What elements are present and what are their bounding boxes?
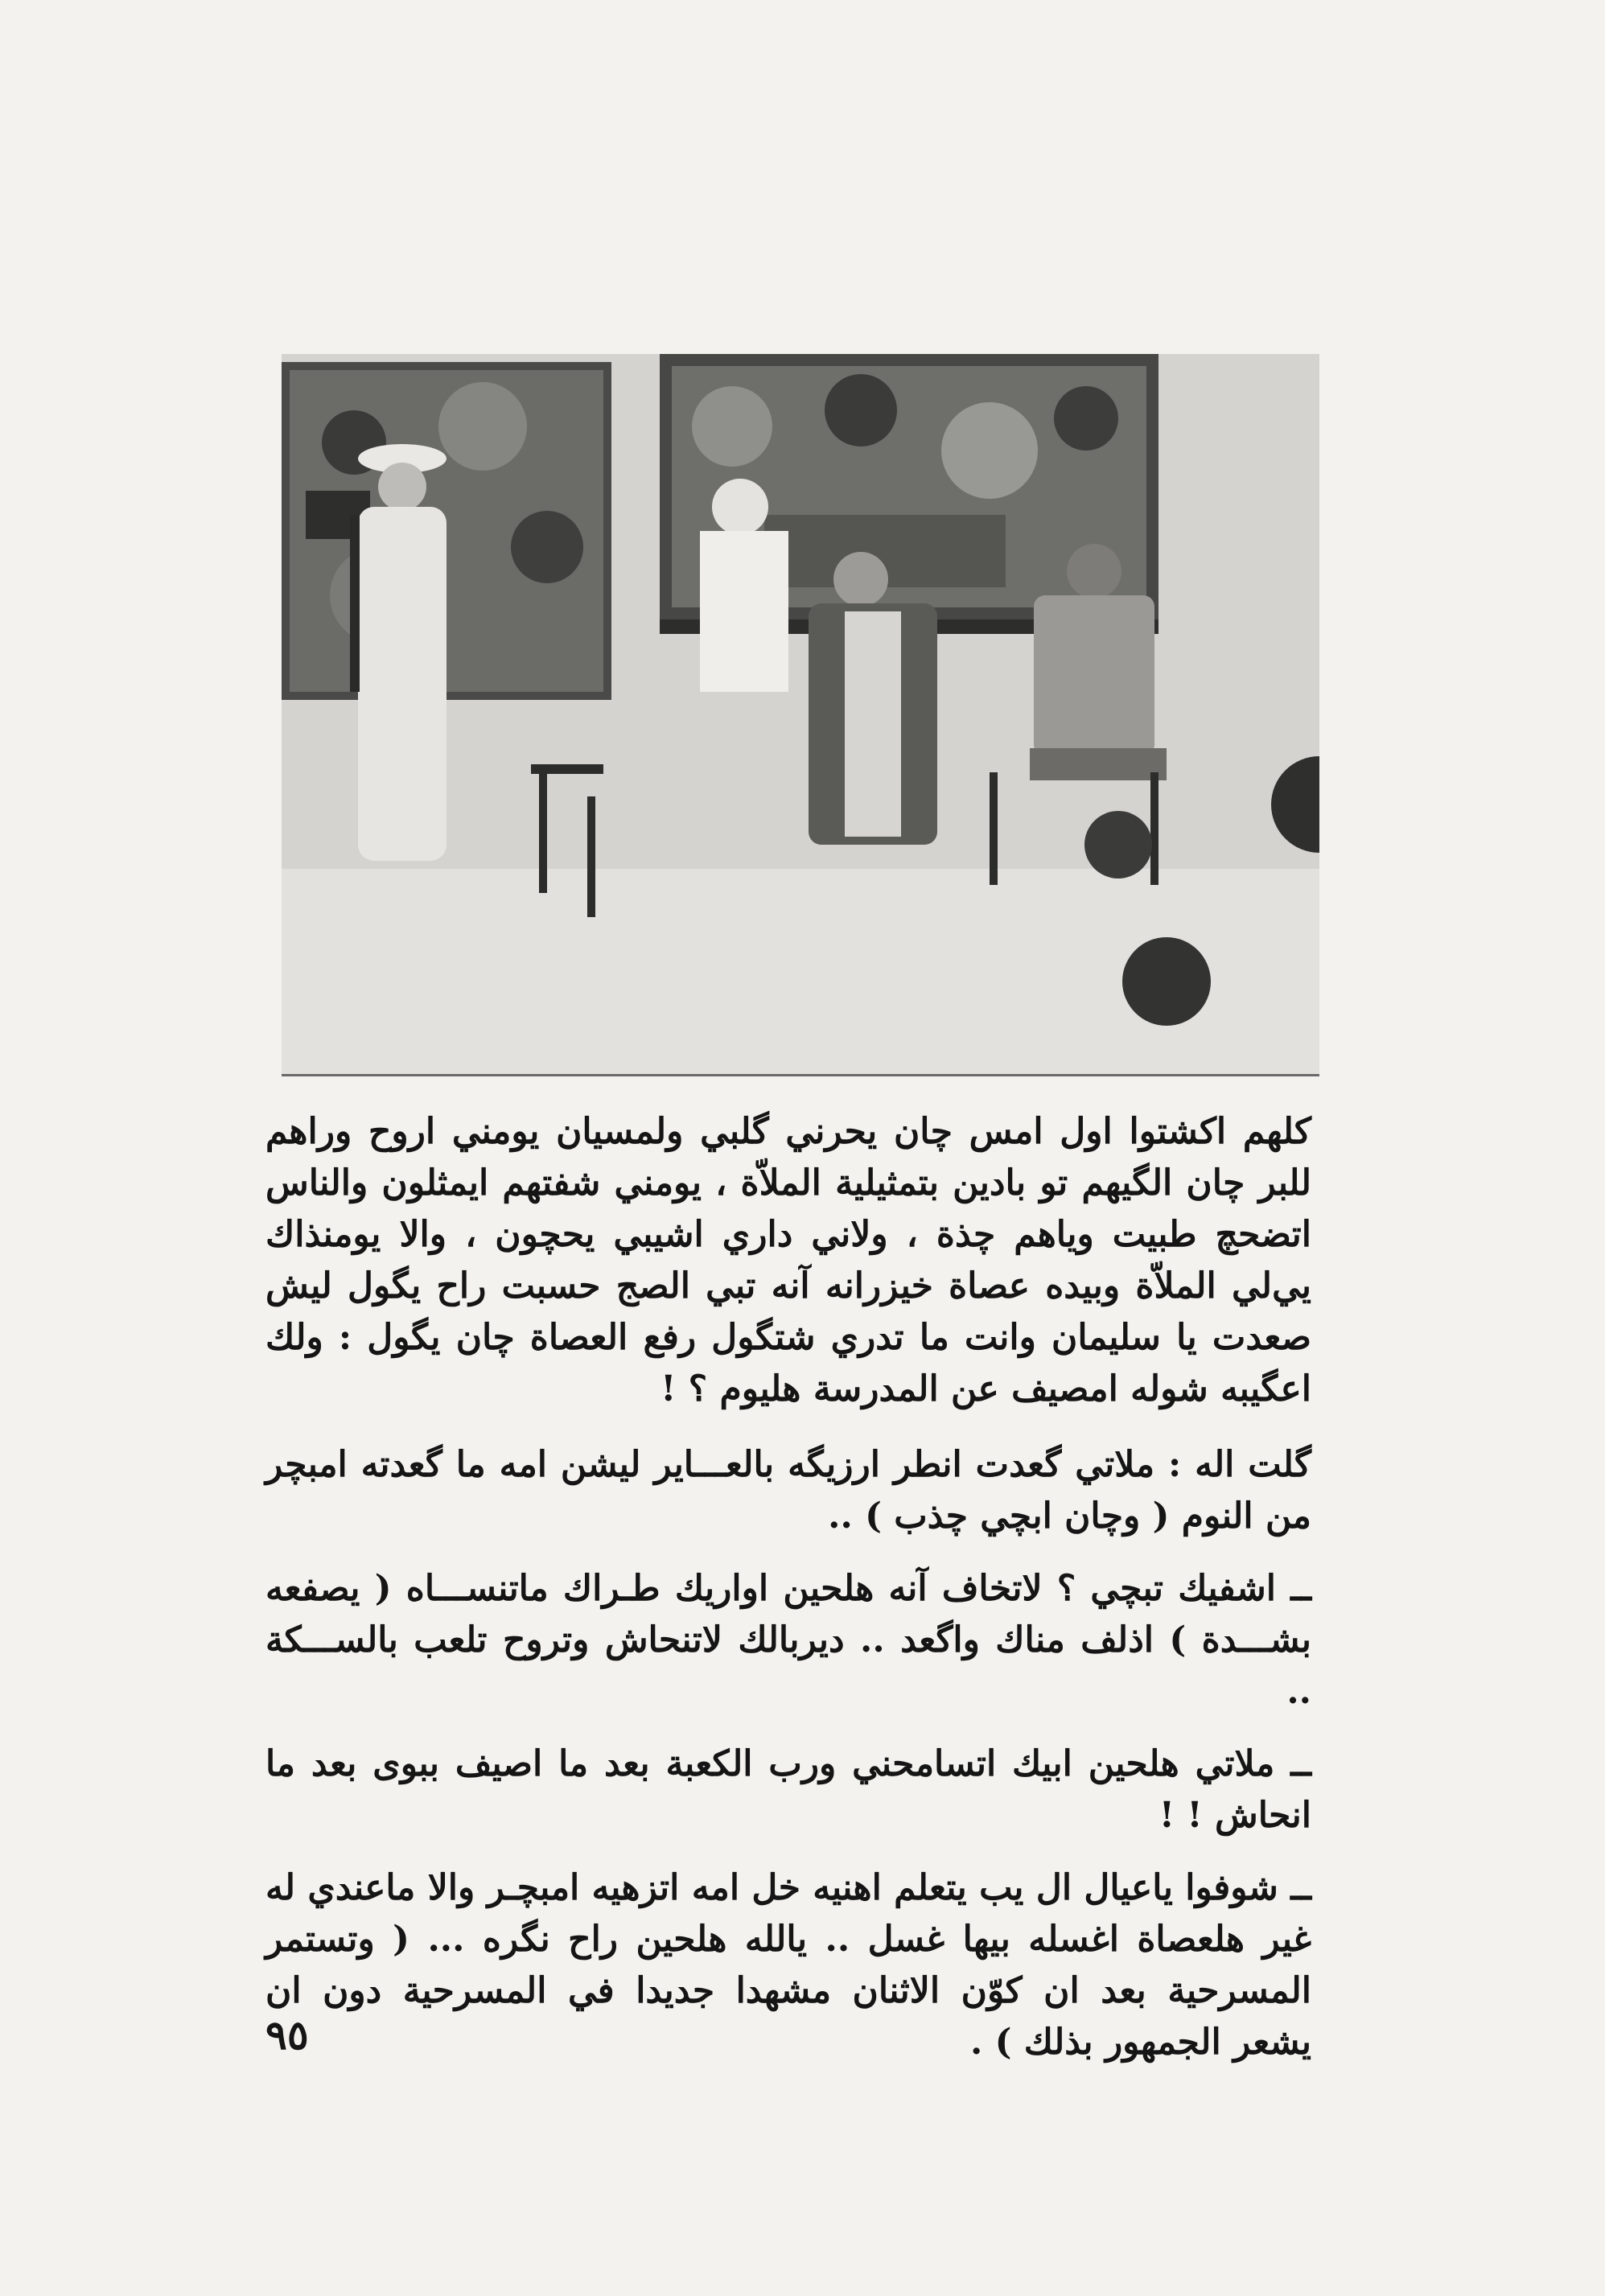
paragraph-3: ــ اشفيك تبچي ؟ لاتخاف آنه هلحين اواريك طـراك ماتنســـاه ( يصفعه بشـــدة ) اذلف مناك واگعد .. ديربالك لاتنحاش وتروح تلعب بالســـكة .. xyxy=(265,1568,1311,1712)
page-number: ٩٥ xyxy=(265,2011,309,2059)
paragraph-5: ــ شوفوا ياعيال ال يب يتعلم اهنيه خل امه اتزهيه امبچـر والا ماعندي له غير هلعصاة اغسله بيها غسل .. يالله هلحين راح نگره ... ( وتستمر المسرحية بعد ان كوّن الاثنان مشهدا جديدا في المسرحية دون ان يشعر الجمهور بذلك ) . xyxy=(265,1867,1311,2063)
photo-stage-scene-icon xyxy=(282,354,1319,1074)
paragraph-4: ــ ملاتي هلحين ابيك اتسامحني ورب الكعبة بعد ما اصيف ببوى بعد ما انحاش ! ! xyxy=(265,1743,1311,1836)
body-text xyxy=(265,1106,1311,2089)
paragraph-2: گلت اله : ملاتي گعدت انطر ارزيگه بالعـــاير ليشن امه ما گعدته امبچر من النوم ( وچان ابچي چذب ) .. xyxy=(265,1444,1311,1537)
paragraph-1: كلهم اكشتوا اول امس چان يحرني گلبي ولمسيان يومني اروح وراهم للبر چان الگيهم تو بادين بتمثيلية الملاّة ، يومني شفتهم ايمثلون والناس اتضحچ طبيت وياهم چذة ، ولاني داري اشيبي يحچون ، والا يومنذاك يي‌لي الملاّة وبيده عصاة خيزرانه آنه تبي الصج حسبت راح يگول ليش صعدت يا سليمان وانت ما تدري شتگول رفع العصاة چان يگول : ولك اعگيبه شوله امصيف عن المدرسة هليوم ؟ ! xyxy=(265,1111,1311,1409)
stage-photograph xyxy=(282,354,1319,1076)
